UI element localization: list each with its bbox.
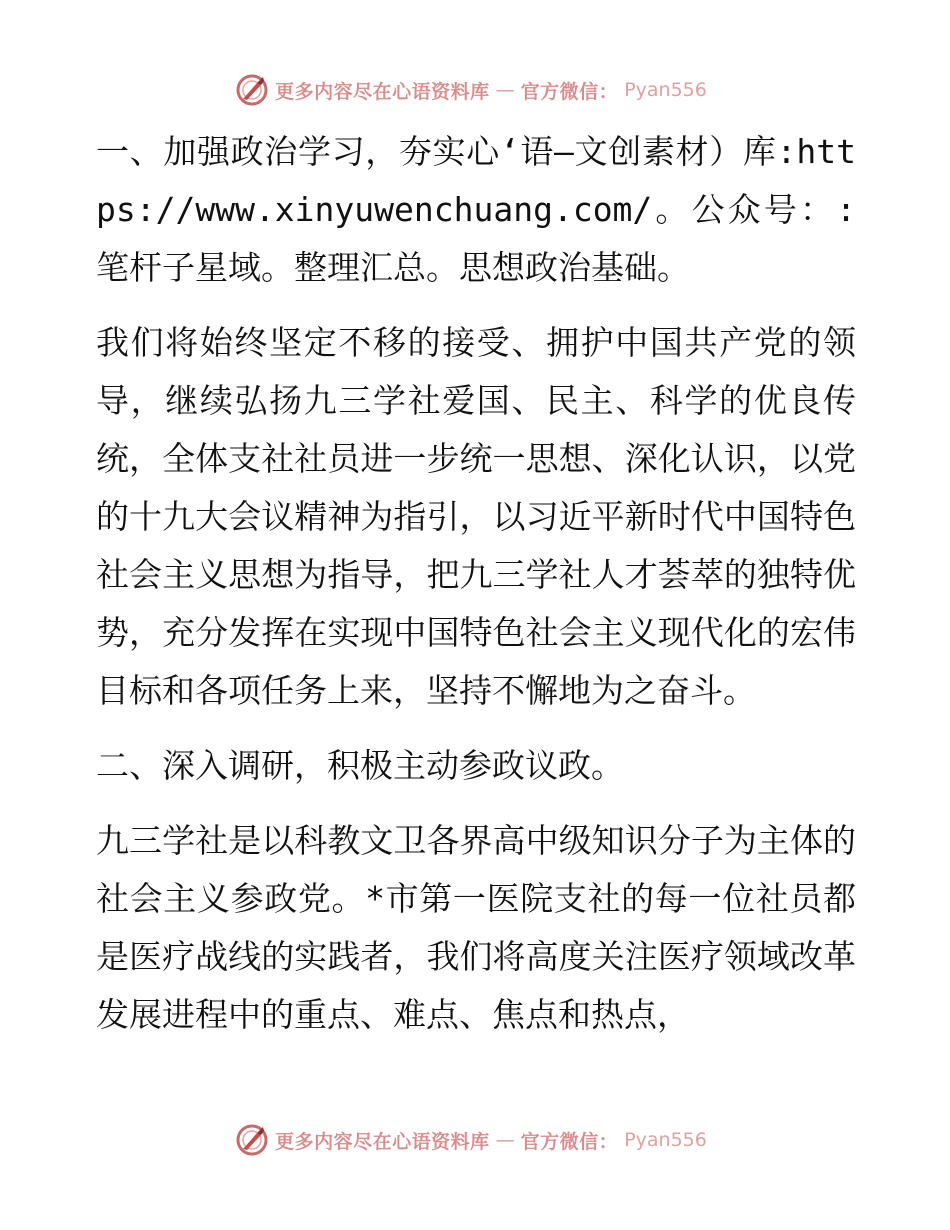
footer-banner-title: 更多内容尽在心语资料库 xyxy=(275,1130,490,1153)
header-watermark-banner xyxy=(0,70,950,110)
paragraph-body-one: 我们将始终坚定不移的接受、拥护中国共产党的领导，继续弘扬九三学社爱国、民主、科学的优良传统，全体支社社员进一步统一思想、深化认识，以党的十九大会议精神为指引，以习近平新时代中国特色社会主义思想为指导，把九三学社人才荟萃的独特优势，充分发挥在实现中国特色社会主义现代化的宏伟目标和各项任务上来，坚持不懈地为之奋斗。 xyxy=(96,323,856,710)
footer-watermark-banner xyxy=(0,1120,950,1160)
banner-separator: — xyxy=(495,79,515,101)
footer-banner-separator: — xyxy=(495,1129,515,1151)
banner-title: 更多内容尽在心语资料库 xyxy=(275,80,490,103)
paragraph-section-one: 一、加强政治学习，夯实心‘语—文创素材）库:https://www.xinyuwenchuang.com/。公众号：:笔杆子星域。整理汇总。思想政治基础。 xyxy=(96,132,856,287)
footer-banner-contact-label: 官方微信： xyxy=(520,1130,619,1153)
banner-contact-id: Pyan556 xyxy=(624,79,707,101)
banner-inner xyxy=(235,73,707,107)
footer-banner-contact-id: Pyan556 xyxy=(624,1129,707,1151)
quill-logo-icon xyxy=(235,73,269,107)
quill-logo-icon xyxy=(235,1123,269,1157)
banner-inner-footer xyxy=(235,1123,707,1157)
banner-contact-label: 官方微信： xyxy=(520,80,619,103)
paragraph-body-two: 九三学社是以科教文卫各界高中级知识分子为主体的社会主义参政党。*市第一医院支社的每一位社员都是医疗战线的实践者，我们将高度关注医疗领域改革发展进程中的重点、难点、焦点和热点， xyxy=(96,821,856,1034)
document-body xyxy=(96,123,856,1061)
paragraph-section-two: 二、深入调研，积极主动参政议政。 xyxy=(96,746,624,785)
